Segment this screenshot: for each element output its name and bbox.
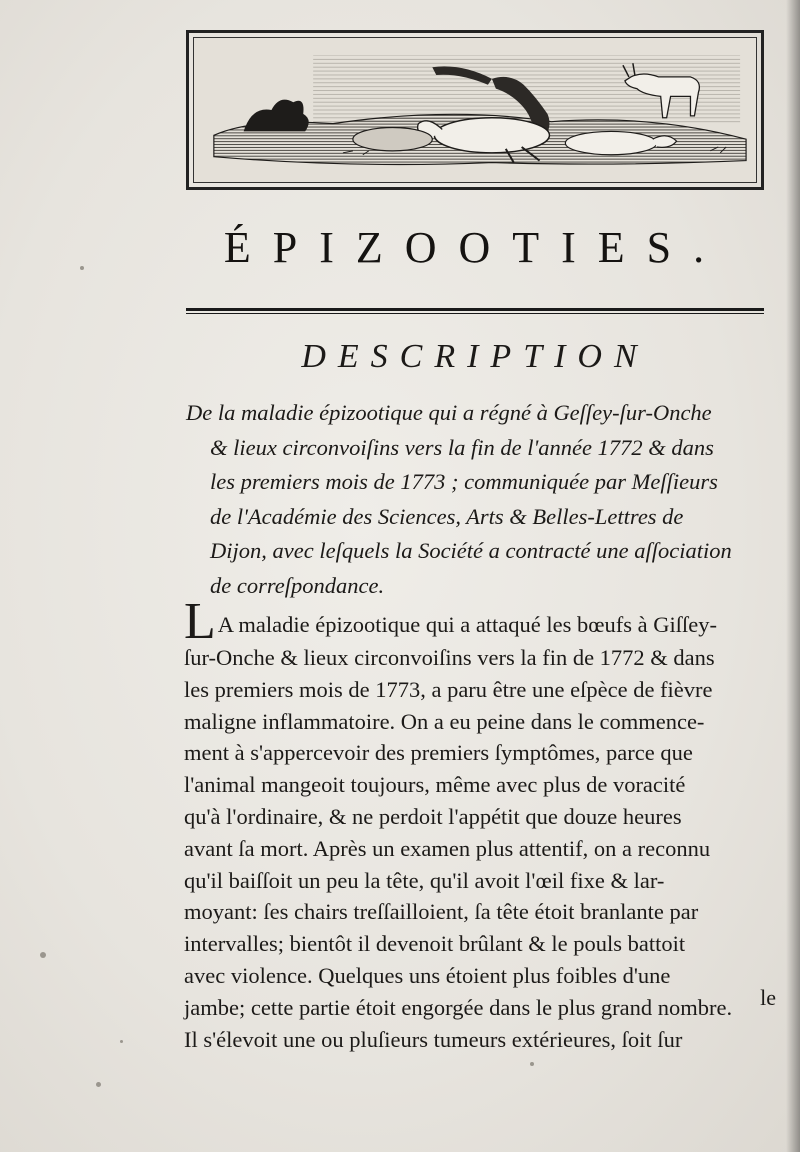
catchword: le xyxy=(760,985,776,1010)
paper-speck xyxy=(40,952,46,958)
headpiece-engraving xyxy=(186,30,764,190)
subtitle-line: les premiers mois de 1773 ; communiquée par Meſſieurs xyxy=(210,469,718,494)
body-line: intervalles; bientôt il devenoit brûlant & le pouls battoit xyxy=(184,931,686,957)
page-title: ÉPIZOOTIES. xyxy=(223,223,727,272)
body-first-line xyxy=(184,593,774,650)
body-line: ſur-Onche & lieux circonvoiſins vers la fin de 1772 & dans xyxy=(184,645,715,670)
body-line: jambe; cette partie étoit engorgée dans le plus grand nombre. xyxy=(184,994,733,1020)
drop-cap: L xyxy=(184,593,216,650)
page-edge-shadow xyxy=(786,0,800,1152)
body-line: les premiers mois de 1773, a paru être une eſpèce de fièvre xyxy=(184,676,713,702)
body-line: qu'il baiſſoit un peu la tête, qu'il avoit l'œil fixe & lar- xyxy=(184,867,665,893)
subtitle-line: & lieux circonvoiſins vers la fin de l'année 1772 & dans xyxy=(210,434,714,460)
body-line: Il s'élevoit une ou pluſieurs tumeurs extérieures, ſoit ſur xyxy=(184,1026,683,1052)
double-rule-divider xyxy=(186,308,764,314)
body-line: avant ſa mort. Après un examen plus attentif, on a reconnu xyxy=(184,835,711,861)
section-heading: DESCRIPTION xyxy=(301,338,649,375)
paper-speck xyxy=(120,1040,123,1043)
body-line: moyant: ſes chairs treſſailloient, ſa tête étoit branlante par xyxy=(184,899,699,925)
body-line: A maladie épizootique qui a attaqué les bœufs à Giſſey- xyxy=(217,612,717,637)
body-line: avec violence. Quelques uns étoient plus foibles d'une xyxy=(184,962,671,988)
body-line: ment à s'appercevoir des premiers ſymptômes, parce que xyxy=(184,740,693,766)
body-line: maligne inflammatoire. On a eu peine dans le commence- xyxy=(184,708,705,734)
subtitle-line: de l'Académie des Sciences, Arts & Belles-Lettres de xyxy=(210,503,684,529)
paper-speck xyxy=(530,1062,534,1066)
paper-speck xyxy=(96,1082,101,1087)
body-line: l'animal mangeoit toujours, même avec plus de voracité xyxy=(184,772,686,798)
body-text xyxy=(184,593,774,1055)
section-subtitle xyxy=(186,396,776,603)
subtitle-line: De la maladie épizootique qui a régné à Geſſey-ſur-Onche xyxy=(186,400,712,425)
subtitle-line: de correſpondance. xyxy=(210,572,385,598)
engraving-illustration xyxy=(194,38,756,182)
body-line: qu'à l'ordinaire, & ne perdoit l'appétit que douze heures xyxy=(184,803,682,829)
subtitle-line: Dijon, avec leſquels la Société a contracté une aſſociation xyxy=(210,538,732,563)
paper-speck xyxy=(80,266,84,270)
